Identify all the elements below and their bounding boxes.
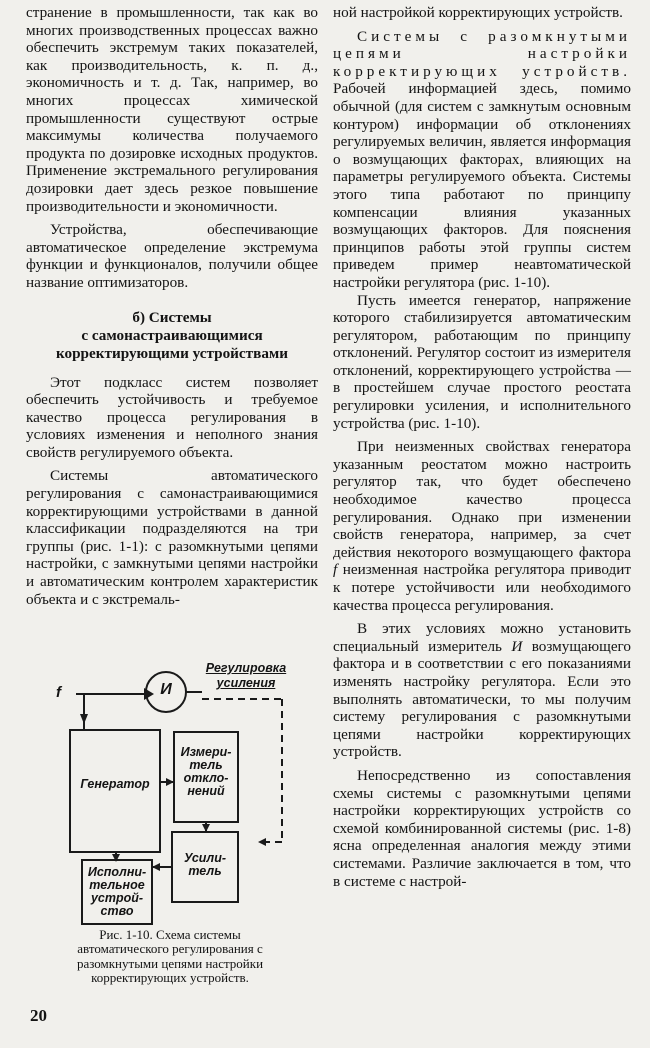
meter-label: И — [160, 681, 172, 698]
right-paragraph-1-spaced: Системы с разомкнутыми цепями настройки корректирующих устройств. — [333, 27, 631, 80]
amplifier-label: Усили- тель — [183, 851, 226, 878]
right-column — [333, 4, 631, 890]
right-paragraph-4-i: И — [511, 637, 523, 655]
section-heading — [26, 309, 318, 363]
block-diagram — [26, 662, 316, 932]
right-paragraph-1-rest: Рабочей информацией здесь, помимо обычной (для систем с замкнутым основным контуром) информации об отклонениях регулируемых величин, является информация о возмущающих факторах, влияющих на параметры регулируемого объекта. Системы этого типа работают по принципу компенсации влияния указанных возмущающих факторов. Для пояснения принципов работы этой группы систем приведем пример неавтоматической настройки регулятора (рис. 1-10). — [333, 80, 631, 291]
right-paragraph-3-b: неизменная настройка регулятора приводит к потере устойчивости или необходимого качества процесса регулирования. — [333, 561, 631, 614]
left-column — [26, 4, 318, 608]
generator-block — [70, 730, 160, 852]
figure-1-10 — [26, 662, 316, 932]
right-paragraph-3 — [333, 438, 631, 614]
right-continuation: ной настройкой корректирующих устройств. — [333, 4, 623, 21]
gain-adjust-label-2: усиления — [216, 676, 276, 690]
right-paragraph-4-b: возмущающего фактора и в соответствии с его показаниями изменять настройку регулятора. Если это выполнять автоматически, то мы получим систему регулирования с разомкнутыми цепями настройки корректирующих устройств. — [333, 637, 632, 761]
gain-adjust-label-1: Регулировка — [205, 661, 287, 675]
left-paragraph-4: Системы автоматического регулирования с самонастраивающимися корректирующими устройствами в данной классификации подразделяются на три группы (рис. 1-1): с разомкнутыми цепями настройки, с замкнутыми цепями настройки и автоматическим контролем характеристик объекта и с экстремаль- — [26, 467, 318, 608]
right-paragraph-3-f: f — [333, 561, 338, 579]
right-paragraph-4-a: В этих условиях можно установить специальный измеритель — [333, 620, 631, 655]
figure-caption: Рис. 1-10. Схема системы автоматического регулирования с разомкнутыми цепями настройки корректирующих устройств. — [76, 927, 264, 986]
left-paragraph-1: странение в промышленности, так как во многих производственных процессах важно обеспечить экстремум таких показателей, как производительность, к. п. д., экономичность и т. д. Так, например, во многих процессах химической промышленности существуют острые максимумы количества получаемого продукта по дозировке исходных продуктов. Применение экстремального регулирования дозировки дает здесь резкое повышение производительности и экономичности. — [26, 4, 318, 215]
right-paragraph-2: Пусть имеется генератор, напряжение которого стабилизируется автоматическим регулятором, работающим по принципу отклонений. Регулятор состоит из измерителя отклонений, корректирующего устройства — в простейшем случае простого реостата регулировки усиления, и исполнительного устройства (рис. 1-10). — [333, 291, 631, 432]
section-heading-line-1: б) Системы — [132, 308, 212, 326]
right-paragraph-5: Непосредственно из сопоставления схемы системы с разомкнутыми цепями настройки корректирующих устройств со схемой комбинированной системы (рис. 1-8) ясна определенная аналогия между этими системами. Различие заключается в том, что в системе с настрой- — [333, 766, 631, 890]
measurer-label: Измери- тель откло- нений — [180, 745, 232, 798]
generator-label: Генератор — [80, 777, 150, 791]
left-paragraph-3: Этот подкласс систем позволяет обеспечить устойчивость и требуемое качество процесса регулирования в условиях изменения и неполного знания свойств регулируемого объекта. — [26, 373, 318, 461]
section-heading-line-2: с самонастраивающимися — [81, 326, 263, 344]
section-heading-line-3: корректирующими устройствами — [55, 344, 289, 362]
right-paragraph-4 — [333, 620, 631, 761]
f-label: f — [56, 684, 61, 701]
right-paragraph-1 — [333, 28, 631, 292]
page-number: 20 — [30, 1006, 47, 1025]
right-paragraph-3-a: При неизменных свойствах генератора указанным реостатом можно настроить регулятор так, что будет обеспечено необходимое качество процесса регулирования. Однако при изменении свойств генератора, например, за счет действия некоторого возмущающего фактора — [333, 438, 631, 561]
actuator-label: Исполни- тельное устрой- ство — [87, 865, 147, 918]
left-paragraph-2: Устройства, обеспечивающие автоматическое определение экстремума функции и функционалов, получили общее название оптимизаторов. — [26, 221, 318, 291]
